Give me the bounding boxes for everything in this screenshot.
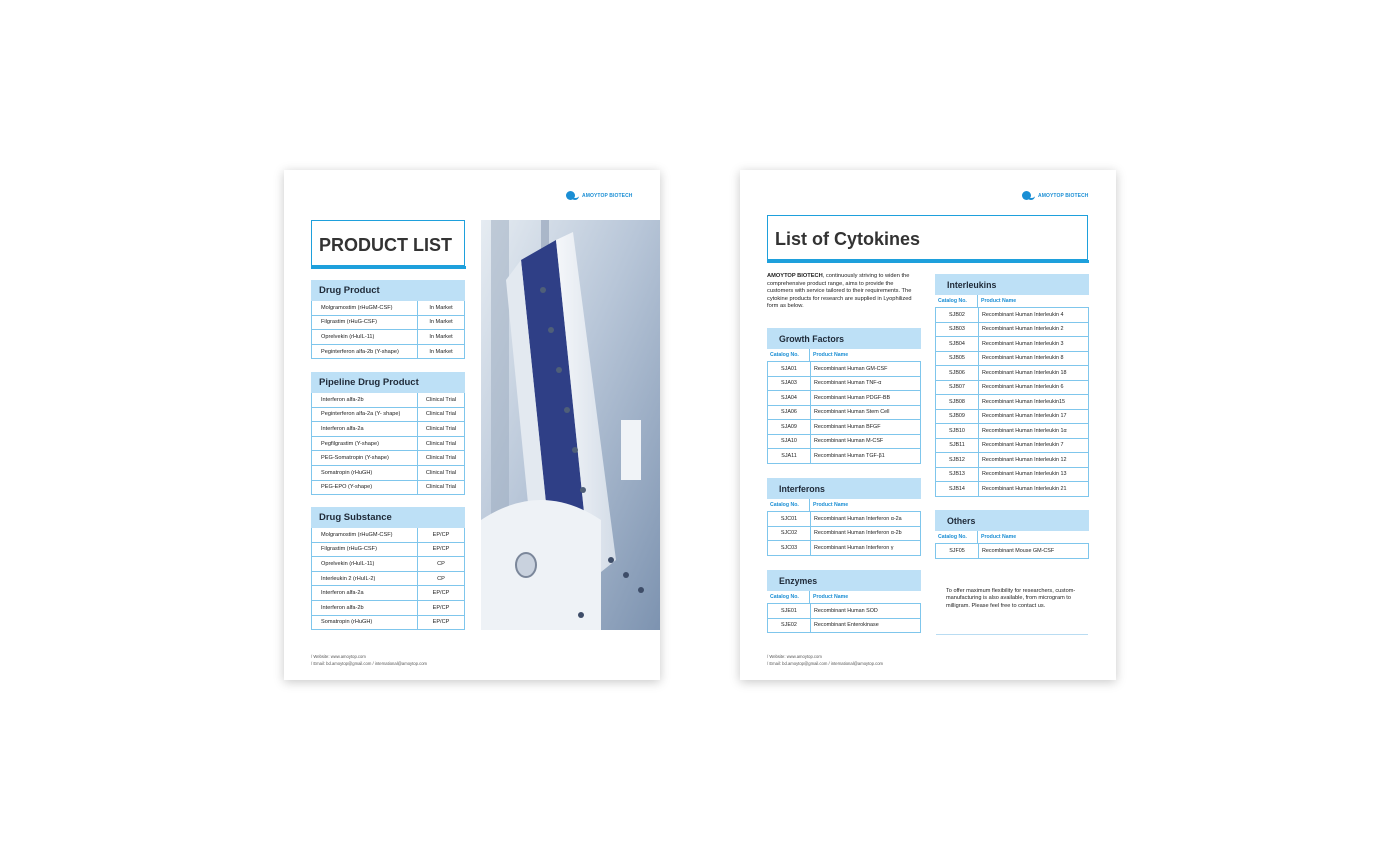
- table-row: [935, 308, 1089, 323]
- product-name-cell: Recombinant Human PDGF-BB: [814, 394, 891, 401]
- table-heading: Drug Product: [311, 280, 465, 301]
- table-heading: Drug Substance: [311, 507, 465, 528]
- contact-footer: [311, 654, 427, 667]
- table-row: [311, 528, 465, 543]
- product-name-cell: Recombinant Human Interleukin 1α: [982, 427, 1067, 434]
- status-cell: In Market: [429, 319, 453, 326]
- status-cell: CP: [437, 560, 445, 567]
- production-line-image: [481, 220, 660, 630]
- product-name-cell: Somatropin (rHuGH): [312, 466, 418, 480]
- catalog-no-cell: SJA06: [768, 406, 811, 420]
- table-row: [767, 619, 921, 634]
- catalog-no-cell: SJA11: [768, 449, 811, 463]
- production-line-photo: [481, 220, 660, 630]
- table-heading: Enzymes: [767, 570, 921, 591]
- table-row: [935, 482, 1089, 497]
- column-header-row: [767, 591, 921, 604]
- product-name-cell: Recombinant Human Interleukin 6: [982, 384, 1064, 391]
- catalog-no-cell: SJB06: [936, 366, 979, 380]
- product-name-cell: Pegfilgrastim (Y-shape): [312, 437, 418, 451]
- status-cell: Clinical Trial: [425, 484, 457, 491]
- product-name-cell: Recombinant Enterokinase: [814, 622, 879, 629]
- catalog-no-header: Catalog No.: [935, 531, 978, 543]
- product-name-cell: Interferon alfa-2b: [312, 393, 418, 407]
- catalog-no-header: Catalog No.: [767, 499, 810, 511]
- company-logo: [1022, 191, 1089, 200]
- product-name-cell: Recombinant Human BFGF: [814, 423, 881, 430]
- status-cell: Clinical Trial: [425, 469, 457, 476]
- product-name-cell: Molgramostim (rHuGM-CSF): [312, 528, 418, 542]
- status-cell: EP/CP: [432, 619, 450, 626]
- product-name-cell: Recombinant Human Interferon α-2b: [814, 530, 902, 537]
- table-row: [767, 362, 921, 377]
- page-title-box: [767, 215, 1088, 260]
- table-row: [311, 393, 465, 408]
- catalog-no-header: Catalog No.: [935, 295, 978, 307]
- product-name-cell: Recombinant Human Interleukin 3: [982, 340, 1064, 347]
- product-name-cell: Peginterferon alfa-2a (Y- shape): [312, 408, 418, 422]
- product-name-cell: Filgrastim (rHuG-CSF): [312, 316, 418, 330]
- table-row: [935, 468, 1089, 483]
- status-cell: EP/CP: [432, 604, 450, 611]
- product-name-cell: Oprelvekin (rHuIL-11): [312, 330, 418, 344]
- logo-mark-icon: [1022, 191, 1035, 200]
- table-row: [935, 323, 1089, 338]
- table-heading: Pipeline Drug Product: [311, 372, 465, 393]
- contact-footer: [767, 654, 883, 667]
- table-row: [311, 601, 465, 616]
- status-cell: In Market: [429, 333, 453, 340]
- status-cell: Clinical Trial: [425, 455, 457, 462]
- status-cell: In Market: [429, 348, 453, 355]
- column-header-row: [935, 295, 1089, 308]
- column-header-row: [767, 499, 921, 512]
- table-row: [935, 352, 1089, 367]
- table-row: [935, 337, 1089, 352]
- cytokines-list-page: [740, 170, 1116, 680]
- catalog-no-cell: SJA09: [768, 420, 811, 434]
- catalog-no-cell: SJB10: [936, 424, 979, 438]
- product-name-cell: Recombinant Human GM-CSF: [814, 365, 888, 372]
- catalog-no-cell: SJF05: [936, 544, 979, 558]
- product-name-header: Product Name: [981, 298, 1017, 304]
- intro-paragraph: [767, 273, 921, 311]
- catalog-no-cell: SJB14: [936, 482, 979, 496]
- table-row: [767, 435, 921, 450]
- logo-text: AMOYTOP BIOTECH: [582, 192, 633, 199]
- catalog-no-cell: SJB03: [936, 323, 979, 337]
- catalog-no-header: Catalog No.: [767, 591, 810, 603]
- note-divider: [936, 634, 1088, 635]
- table-row: [311, 437, 465, 452]
- catalog-no-header: Catalog No.: [767, 349, 810, 361]
- status-cell: Clinical Trial: [425, 396, 457, 403]
- catalog-no-cell: SJB11: [936, 439, 979, 453]
- product-name-cell: Recombinant Human Interleukin 13: [982, 471, 1067, 478]
- table-row: [311, 557, 465, 572]
- catalog-no-cell: SJC02: [768, 527, 811, 541]
- catalog-no-cell: SJA01: [768, 362, 811, 376]
- logo-mark-icon: [566, 191, 579, 200]
- pipeline-drug-product-table: [311, 372, 465, 495]
- intro-text: , continuously striving to widen the comprehensive product range, aims to provide the customers with service tailored to their requirements. The cytokine products for research are supplied in Lyophilized form as below.: [767, 273, 912, 310]
- table-row: [311, 451, 465, 466]
- catalog-no-cell: SJB09: [936, 410, 979, 424]
- others-table: [935, 510, 1089, 559]
- table-row: [767, 449, 921, 464]
- enzymes-table: [767, 570, 921, 633]
- drug-substance-table: [311, 507, 465, 630]
- table-row: [767, 391, 921, 406]
- table-row: [311, 543, 465, 558]
- table-heading: Growth Factors: [767, 328, 921, 349]
- table-row: [935, 453, 1089, 468]
- product-name-cell: Molgramostim (rHuGM-CSF): [312, 301, 418, 315]
- table-row: [311, 408, 465, 423]
- table-row: [767, 541, 921, 556]
- status-cell: EP/CP: [432, 531, 450, 538]
- table-row: [311, 481, 465, 496]
- table-row: [767, 527, 921, 542]
- table-row: [311, 301, 465, 316]
- table-heading: Interleukins: [935, 274, 1089, 295]
- table-row: [935, 381, 1089, 396]
- product-name-cell: PEG-EPO (Y-shape): [312, 481, 418, 495]
- company-logo: [566, 191, 633, 200]
- product-name-cell: Interferon alfa-2a: [312, 586, 418, 600]
- catalog-no-cell: SJB07: [936, 381, 979, 395]
- catalog-no-cell: SJB08: [936, 395, 979, 409]
- product-name-cell: Recombinant Human TGF-β1: [814, 452, 885, 459]
- table-row: [767, 377, 921, 392]
- drug-product-table: [311, 280, 465, 359]
- product-name-cell: Somatropin (rHuGH): [312, 616, 418, 630]
- product-name-cell: Recombinant Human Interleukin 2: [982, 326, 1064, 333]
- website-line: / Website: www.amoytop.com: [311, 654, 366, 659]
- product-list-page: [284, 170, 660, 680]
- product-name-cell: Peginterferon alfa-2b (Y-shape): [312, 345, 418, 359]
- product-name-header: Product Name: [813, 594, 849, 600]
- email-line: / Email: bd.amoytop@gmail.com / international@amoytop.com: [311, 660, 428, 666]
- logo-text: AMOYTOP BIOTECH: [1038, 192, 1089, 199]
- table-row: [311, 330, 465, 345]
- catalog-no-cell: SJE01: [768, 604, 811, 618]
- table-row: [935, 410, 1089, 425]
- product-name-header: Product Name: [813, 502, 849, 508]
- table-row: [767, 604, 921, 619]
- page-title: List of Cytokines: [775, 229, 921, 249]
- product-name-cell: Recombinant Human Interleukin 4: [982, 311, 1064, 318]
- page-title-box: [311, 220, 465, 266]
- catalog-no-cell: SJB12: [936, 453, 979, 467]
- table-row: [311, 586, 465, 601]
- growth-factors-table: [767, 328, 921, 464]
- product-name-cell: Recombinant Human Interleukin 18: [982, 369, 1067, 376]
- table-row: [935, 395, 1089, 410]
- product-name-cell: Recombinant Human Interleukin15: [982, 398, 1066, 405]
- table-row: [767, 512, 921, 527]
- table-row: [311, 422, 465, 437]
- status-cell: CP: [437, 575, 445, 582]
- interferons-table: [767, 478, 921, 556]
- product-name-cell: Recombinant Human M-CSF: [814, 438, 884, 445]
- website-line: / Website: www.amoytop.com: [767, 654, 822, 659]
- table-heading: Interferons: [767, 478, 921, 499]
- catalog-no-cell: SJC03: [768, 541, 811, 555]
- table-row: [767, 420, 921, 435]
- status-cell: EP/CP: [432, 546, 450, 553]
- product-name-cell: Oprelvekin (rHuIL-11): [312, 557, 418, 571]
- product-name-cell: Recombinant Human Interleukin 7: [982, 442, 1064, 449]
- page-title: PRODUCT LIST: [319, 235, 452, 255]
- status-cell: In Market: [429, 304, 453, 311]
- product-name-cell: Recombinant Human Interleukin 8: [982, 355, 1064, 362]
- catalog-no-cell: SJB02: [936, 308, 979, 322]
- product-name-header: Product Name: [981, 534, 1017, 540]
- table-row: [311, 572, 465, 587]
- email-line: / Email: bd.amoytop@gmail.com / international@amoytop.com: [767, 660, 884, 666]
- product-name-cell: Recombinant Human Interferon α-2a: [814, 515, 902, 522]
- status-cell: EP/CP: [432, 590, 450, 597]
- catalog-no-cell: SJE02: [768, 619, 811, 633]
- product-name-cell: Recombinant Human SOD: [814, 607, 878, 614]
- product-name-cell: Recombinant Human Interleukin 17: [982, 413, 1067, 420]
- table-row: [311, 345, 465, 360]
- product-name-cell: Filgrastim (rHuG-CSF): [312, 543, 418, 557]
- product-name-cell: Interferon alfa-2b: [312, 601, 418, 615]
- product-name-cell: PEG-Somatropin (Y-shape): [312, 451, 418, 465]
- product-name-cell: Recombinant Human Interleukin 12: [982, 456, 1067, 463]
- table-heading: Others: [935, 510, 1089, 531]
- table-row: [935, 439, 1089, 454]
- interleukins-table: [935, 274, 1089, 497]
- catalog-no-cell: SJA04: [768, 391, 811, 405]
- catalog-no-cell: SJB04: [936, 337, 979, 351]
- catalog-no-cell: SJA03: [768, 377, 811, 391]
- table-row: [935, 544, 1089, 559]
- product-name-cell: Recombinant Human Stem Cell: [814, 409, 890, 416]
- catalog-no-cell: SJC01: [768, 512, 811, 526]
- catalog-no-cell: SJB13: [936, 468, 979, 482]
- product-name-cell: Recombinant Human Interleukin 21: [982, 485, 1067, 492]
- product-name-header: Product Name: [813, 352, 849, 358]
- table-row: [935, 366, 1089, 381]
- product-name-cell: Recombinant Human TNF-α: [814, 380, 882, 387]
- product-name-cell: Interferon alfa-2a: [312, 422, 418, 436]
- column-header-row: [935, 531, 1089, 544]
- catalog-no-cell: SJB05: [936, 352, 979, 366]
- intro-company: AMOYTOP BIOTECH: [767, 273, 823, 279]
- status-cell: Clinical Trial: [425, 425, 457, 432]
- product-name-cell: Recombinant Mouse GM-CSF: [982, 547, 1055, 554]
- status-cell: Clinical Trial: [425, 411, 457, 418]
- status-cell: Clinical Trial: [425, 440, 457, 447]
- table-row: [935, 424, 1089, 439]
- column-header-row: [767, 349, 921, 362]
- product-name-cell: Recombinant Human Interferon γ: [814, 544, 894, 551]
- product-name-cell: Interleukin 2 (rHuIL-2): [312, 572, 418, 586]
- table-row: [767, 406, 921, 421]
- custom-manufacturing-note: To offer maximum flexibility for researchers, custom-manufacturing is also available, from microgram to milligram. Please feel free to contact us.: [946, 588, 1076, 609]
- table-row: [311, 316, 465, 331]
- table-row: [311, 466, 465, 481]
- table-row: [311, 616, 465, 631]
- catalog-no-cell: SJA10: [768, 435, 811, 449]
